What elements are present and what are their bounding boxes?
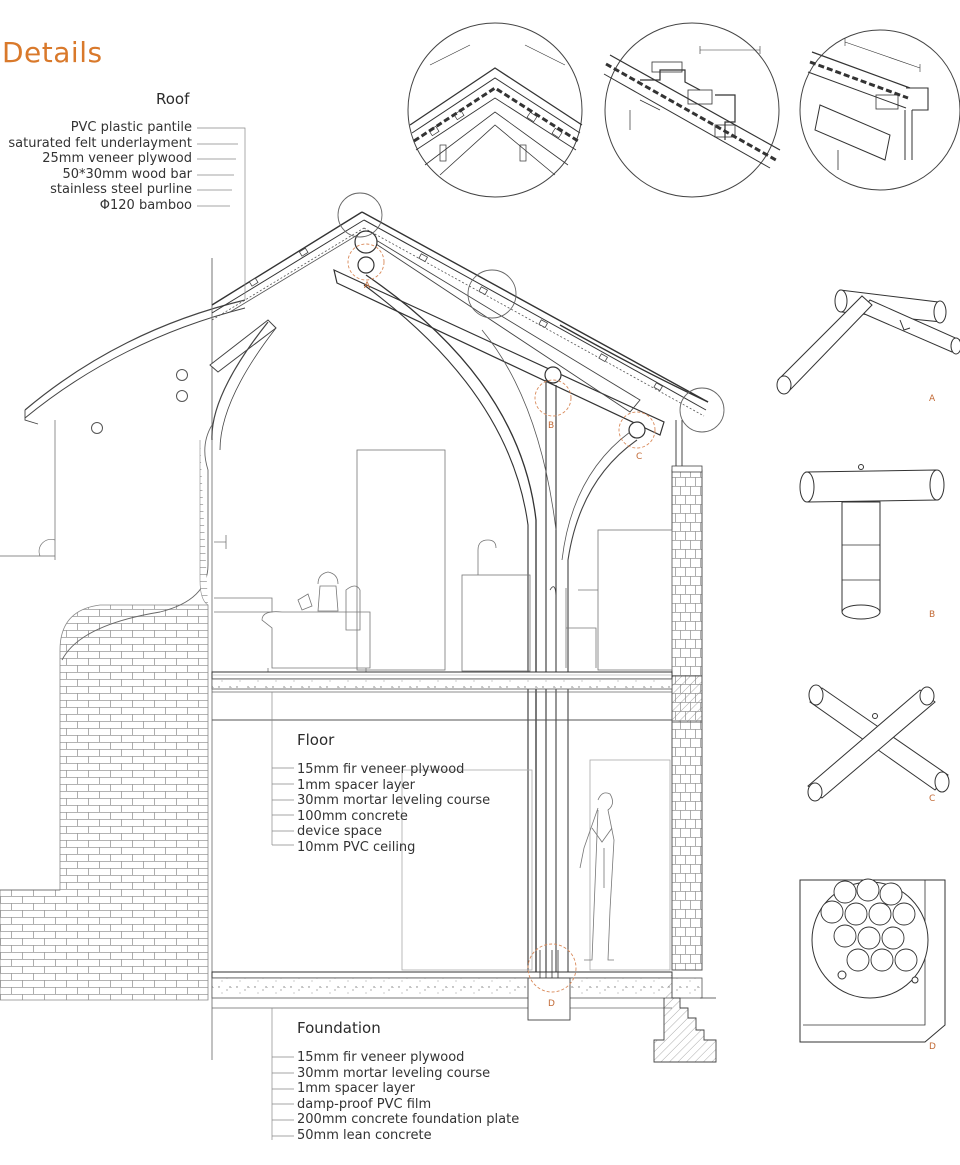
- floor-slab: [212, 672, 672, 720]
- section-mark-c: C: [636, 452, 643, 462]
- roof-layer: 50*30mm wood bar: [62, 166, 192, 182]
- upper-floor-interior: [214, 450, 672, 672]
- roof-detail-bubbles: [408, 23, 960, 197]
- floor-layer: 15mm fir veneer plywood: [297, 762, 465, 777]
- floor-layer: 1mm spacer layer: [297, 777, 415, 793]
- roof-layer: 25mm veneer plywood: [42, 151, 192, 166]
- page-title: Details: [2, 36, 103, 69]
- roof-layer: PVC plastic pantile: [70, 120, 192, 135]
- floor-title: Floor: [297, 731, 335, 749]
- floor-layer: device space: [297, 824, 382, 839]
- roof-layer: stainless steel purline: [50, 182, 192, 197]
- neighbour-building: [0, 300, 245, 1000]
- ground-slab: [212, 944, 716, 1062]
- foundation-layer: 30mm mortar leveling course: [297, 1065, 491, 1081]
- joint-detail-b: [800, 465, 944, 620]
- floor-layer-list: [297, 762, 490, 855]
- foundation-title: Foundation: [297, 1019, 381, 1037]
- roof-layer-list: [8, 120, 192, 213]
- foundation-layer: 15mm fir veneer plywood: [297, 1050, 465, 1065]
- joint-detail-c: [808, 685, 949, 801]
- floor-layer: 10mm PVC ceiling: [297, 839, 416, 855]
- section-mark-d: D: [548, 999, 555, 1009]
- joint-detail-d: [800, 879, 945, 1042]
- section-mark-a: A: [364, 281, 371, 291]
- roof-layer: saturated felt underlayment: [8, 135, 192, 151]
- foundation-layer: damp-proof PVC film: [297, 1096, 432, 1112]
- foundation-layer: 1mm spacer layer: [297, 1081, 415, 1096]
- foundation-layer-list: [297, 1050, 519, 1143]
- section-mark-b: B: [548, 421, 555, 431]
- detail-label-c: C: [929, 794, 936, 804]
- floor-layer: 30mm mortar leveling course: [297, 793, 491, 808]
- section-callouts: [348, 244, 655, 448]
- roof-title: Roof: [156, 90, 190, 108]
- detail-label-d: D: [929, 1042, 936, 1052]
- foundation-layer: 50mm lean concrete: [297, 1127, 432, 1143]
- roof-layer: Φ120 bamboo: [99, 197, 192, 213]
- floor-layer: 100mm concrete: [297, 808, 408, 824]
- foundation-layer: 200mm concrete foundation plate: [297, 1112, 520, 1127]
- detail-label-b: B: [929, 610, 936, 620]
- detail-label-a: A: [929, 394, 936, 404]
- roof-structure: [210, 193, 724, 472]
- joint-detail-a: [777, 290, 960, 394]
